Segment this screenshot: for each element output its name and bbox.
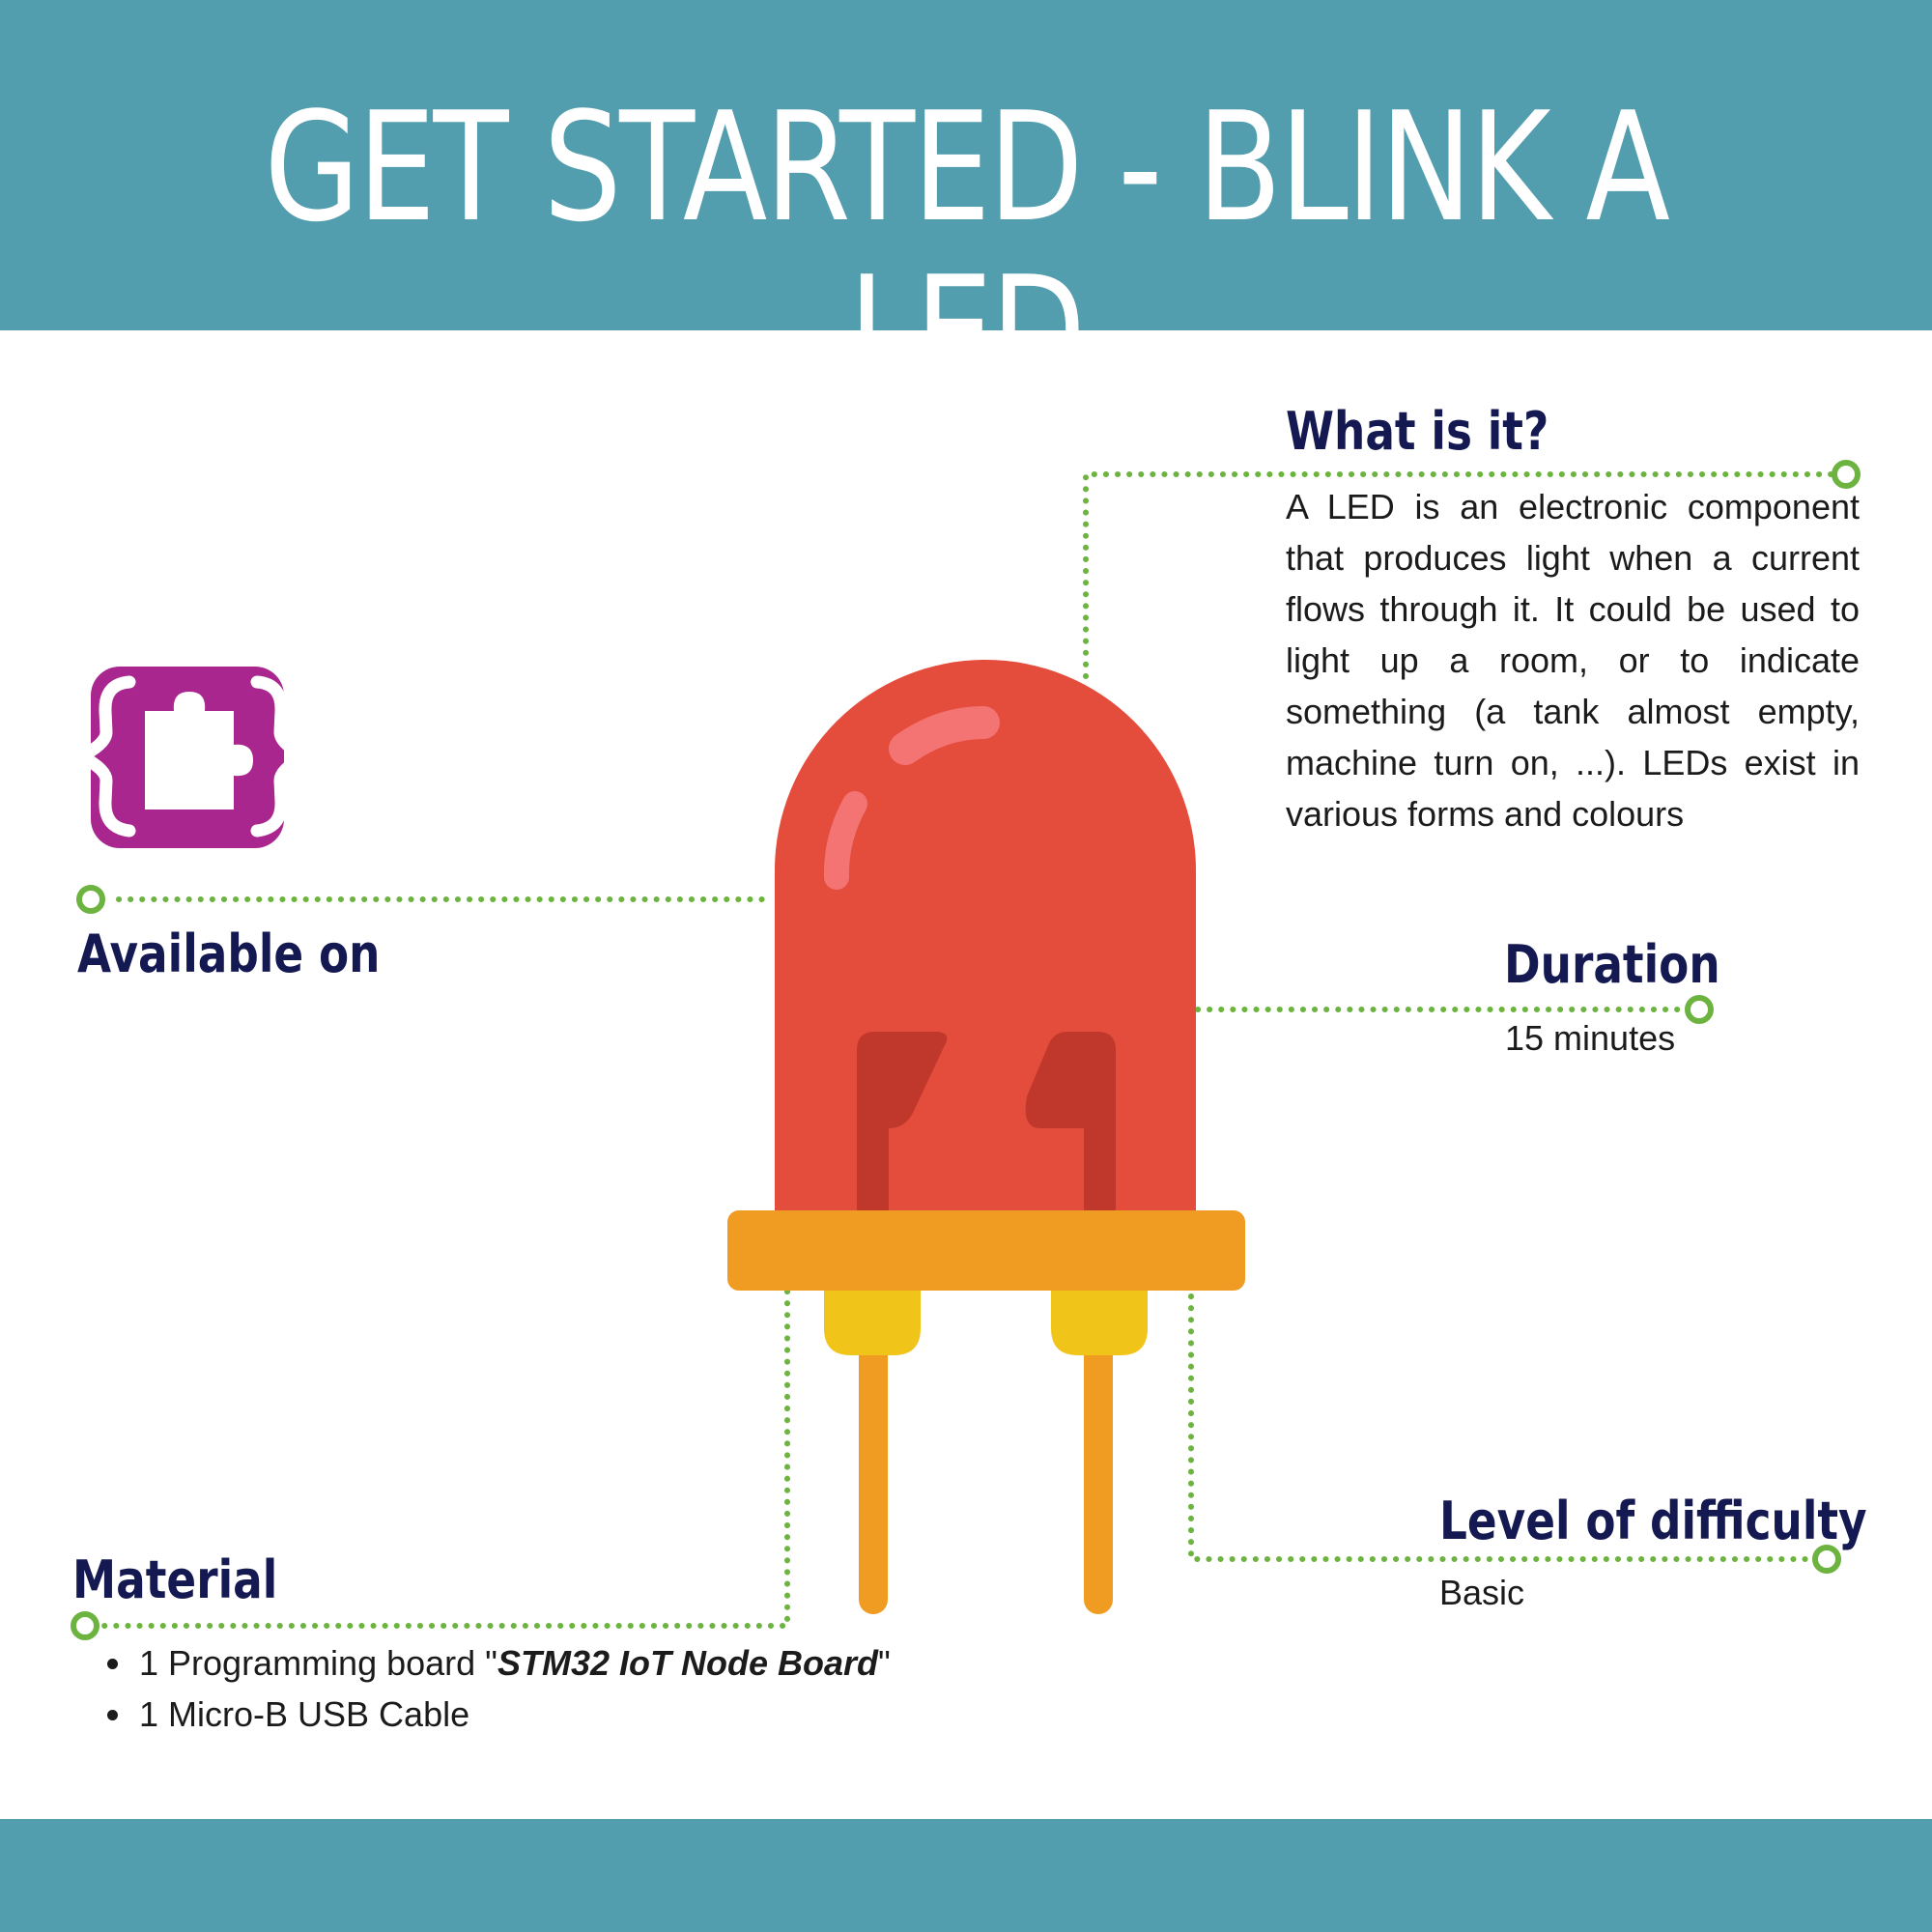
- led-base: [727, 1210, 1245, 1291]
- material-list: [87, 1637, 891, 1740]
- page-title: GET STARTED - BLINK A LED: [264, 79, 1668, 419]
- difficulty-value: Basic: [1439, 1573, 1525, 1612]
- led-collar-right: [1051, 1291, 1148, 1355]
- led-collar-left: [824, 1291, 921, 1355]
- duration-heading: Duration: [1504, 934, 1720, 995]
- difficulty-heading: Level of difficulty: [1439, 1491, 1867, 1551]
- available-on-heading: Available on: [77, 923, 381, 984]
- connector-dot-material: [73, 1614, 97, 1637]
- material-item-text: 1 Micro-B USB Cable: [139, 1694, 470, 1734]
- material-item-emphasis: STM32 IoT Node Board: [497, 1643, 878, 1683]
- list-item: [135, 1689, 891, 1740]
- material-item-text: 1 Programming board ": [139, 1643, 497, 1683]
- duration-value: 15 minutes: [1505, 1018, 1676, 1058]
- what-is-it-description: A LED is an electronic component that produces light when a current flows through it. It could be used to light up a room, or to indicate something (a tank almost empty, machine turn on, ...). LEDs exist in various forms and colours: [1286, 487, 1860, 834]
- connector-dot-available-on: [79, 888, 102, 911]
- puzzle-braces-icon: [81, 667, 305, 848]
- material-heading: Material: [72, 1549, 278, 1610]
- what-is-it-heading: What is it?: [1286, 401, 1549, 462]
- footer-band: [0, 1819, 1932, 1932]
- material-item-suffix: ": [877, 1643, 891, 1683]
- list-item: [135, 1637, 891, 1689]
- led-icon: [727, 660, 1245, 1614]
- led-dome: [775, 660, 1196, 1212]
- connector-dot-duration: [1688, 998, 1711, 1021]
